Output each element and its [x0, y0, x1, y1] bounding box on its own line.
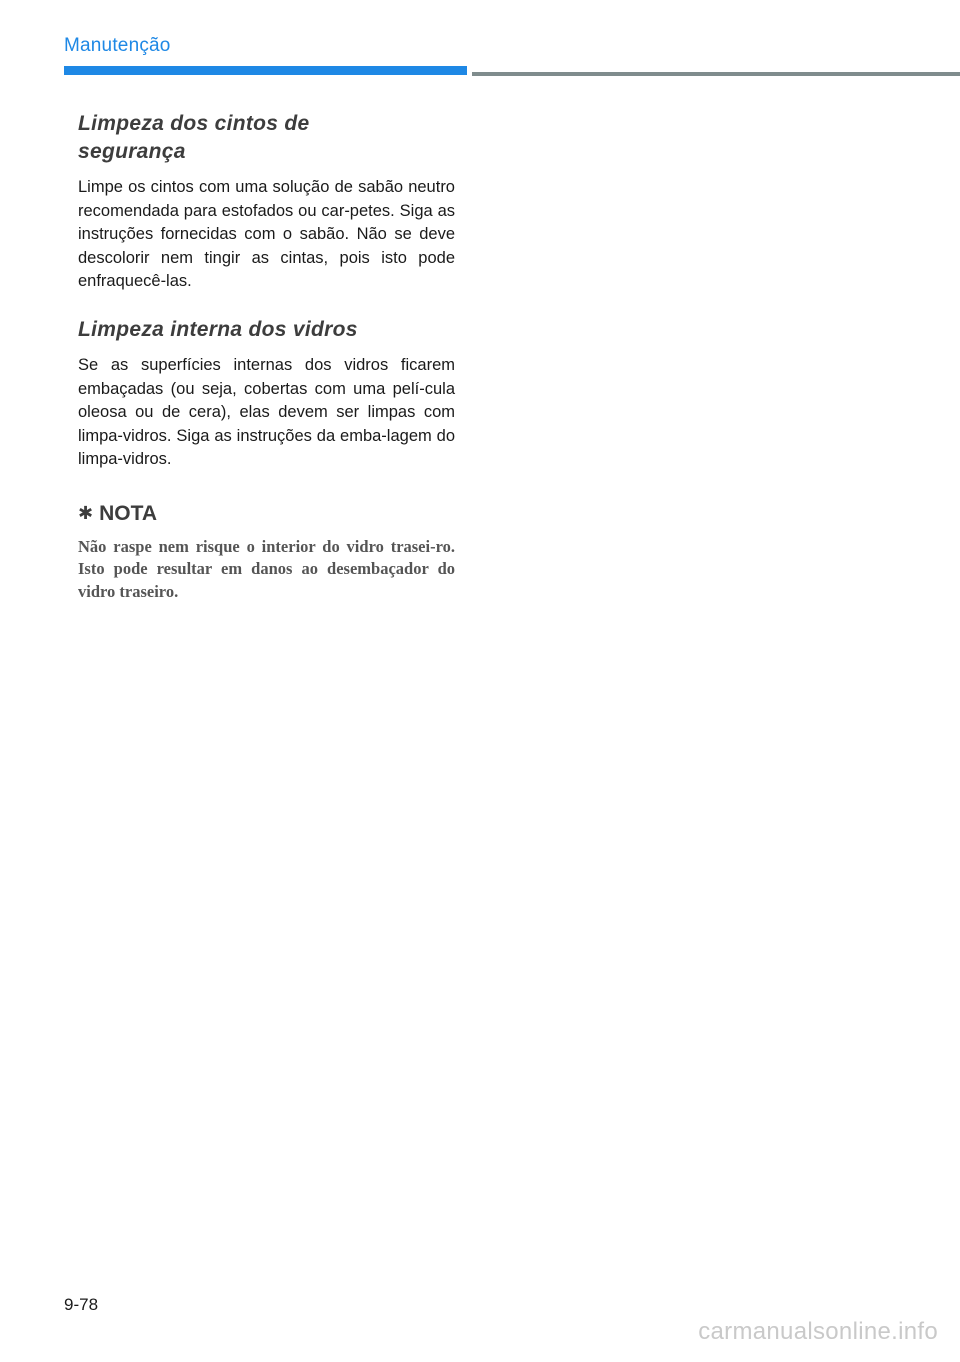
heading-interior-glass-cleaning: Limpeza interna dos vidros	[78, 317, 358, 341]
watermark: carmanualsonline.info	[698, 1318, 938, 1345]
header-rule-blue	[64, 66, 467, 75]
section-title: Manutenção	[64, 35, 171, 56]
heading-seatbelt-cleaning: Limpeza dos cintos de segurança	[78, 112, 310, 163]
content-column	[78, 110, 455, 603]
page-number: 9-78	[64, 1295, 99, 1314]
note-title-label: NOTA	[99, 501, 158, 525]
header-rule-gray	[472, 72, 960, 76]
note-title	[78, 502, 455, 526]
asterisk-star-icon: ✱	[78, 503, 94, 524]
note-text: Não raspe nem risque o interior do vidro trasei-ro. Isto pode resultar em danos ao desembaçador do vidro traseiro.	[78, 536, 455, 601]
paragraph-interior-glass-cleaning: Se as superfícies internas dos vidros ficarem embaçadas (ou seja, cobertas com uma pelí-cula oleosa ou de cera), elas devem ser limpas com limpa-vidros. Siga as instruções da emba-lagem do limpa-vidros.	[78, 355, 455, 469]
paragraph-seatbelt-cleaning: Limpe os cintos com uma solução de sabão neutro recomendada para estofados ou car-petes. Siga as instruções fornecidas com o sabão. Não se deve descolorir nem tingir as cintas, pois isto pode enfraquecê-las.	[78, 178, 455, 291]
